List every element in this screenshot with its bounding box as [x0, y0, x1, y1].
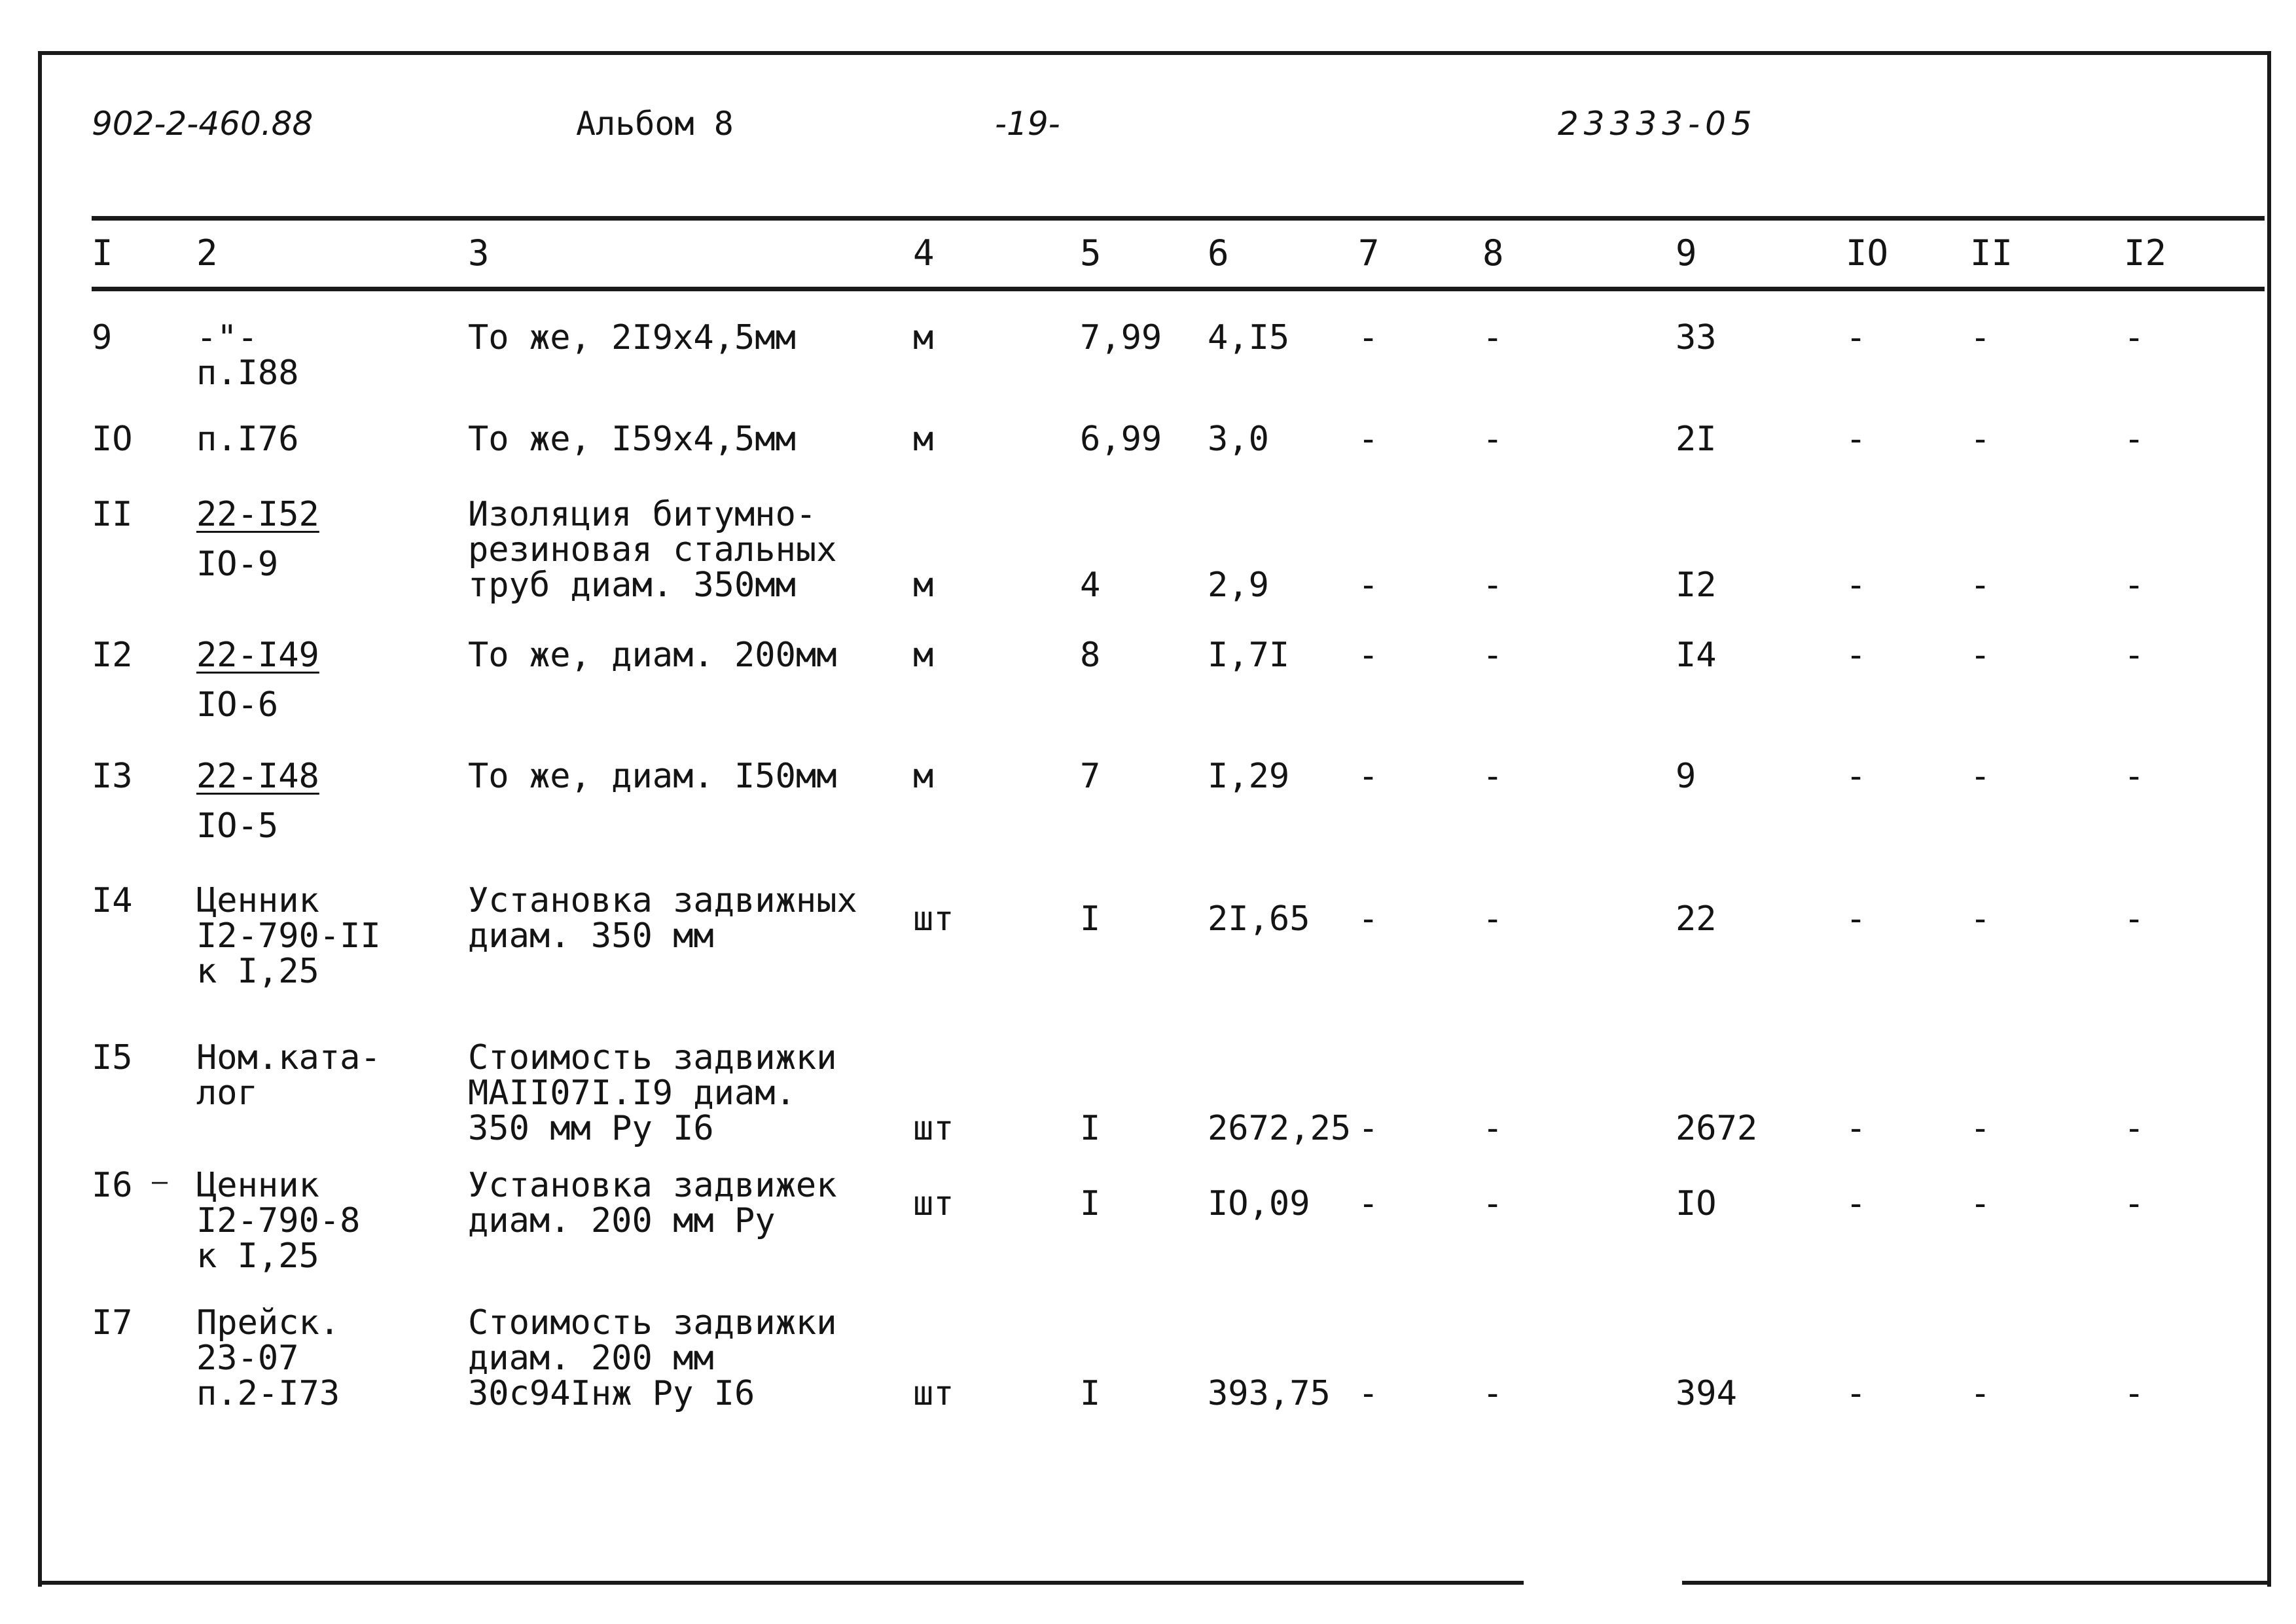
value-cell-6: 3,0 — [1208, 420, 1269, 459]
description-line: То же, диам. I50мм — [468, 757, 837, 796]
page-number: -19- — [995, 105, 1060, 143]
description-line: МАII07I.I9 диам. — [468, 1074, 796, 1113]
row-number: I7 — [92, 1303, 133, 1343]
sheet-code: 23333-05 — [1558, 105, 1757, 143]
value-cell-7: - — [1358, 899, 1379, 939]
description-line: диам. 350 мм — [468, 916, 714, 956]
column-number: 2 — [196, 232, 218, 274]
value-cell-11: - — [1970, 1109, 1991, 1148]
description-line: Установка задвижных — [468, 881, 857, 920]
value-cell-6: 4,I5 — [1208, 318, 1290, 357]
pen-mark: – — [152, 1166, 168, 1197]
value-cell-12: - — [2124, 420, 2145, 459]
value-cell-5: 8 — [1080, 636, 1101, 675]
row-number: 9 — [92, 318, 113, 357]
value-cell-10: - — [1846, 1374, 1867, 1413]
value-cell-9: I2 — [1676, 566, 1717, 605]
value-cell-12: - — [2124, 636, 2145, 675]
value-cell-9: 2672 — [1676, 1109, 1758, 1148]
value-cell-12: - — [2124, 566, 2145, 605]
reference-line: к I,25 — [196, 1236, 319, 1276]
value-cell-7: - — [1358, 636, 1379, 675]
value-cell-8: - — [1482, 636, 1503, 675]
description-line: Стоимость задвижки — [468, 1303, 837, 1343]
reference-line: I2-790-8 — [196, 1201, 361, 1240]
value-cell-10: - — [1846, 1184, 1867, 1223]
column-number: I — [92, 232, 113, 274]
value-cell-10: - — [1846, 318, 1867, 357]
reference-line: 22-I52 — [196, 495, 319, 534]
unit-cell: м — [913, 757, 934, 796]
column-number: 7 — [1358, 232, 1380, 274]
value-cell-12: - — [2124, 1374, 2145, 1413]
value-cell-9: 22 — [1676, 899, 1717, 939]
value-cell-7: - — [1358, 318, 1379, 357]
value-cell-11: - — [1970, 318, 1991, 357]
unit-cell: шт — [913, 1184, 954, 1223]
value-cell-9: 2I — [1676, 420, 1717, 459]
value-cell-6: I,7I — [1208, 636, 1290, 675]
unit-cell: шт — [913, 1109, 954, 1148]
reference-line: I2-790-II — [196, 916, 381, 956]
reference-line: Ценник — [196, 881, 319, 920]
value-cell-12: - — [2124, 318, 2145, 357]
reference-line: -"- — [196, 318, 258, 357]
value-cell-6: 2,9 — [1208, 566, 1269, 605]
value-cell-10: - — [1846, 566, 1867, 605]
description-line: труб диам. 350мм — [468, 566, 796, 605]
value-cell-12: - — [2124, 899, 2145, 939]
unit-cell: м — [913, 420, 934, 459]
value-cell-7: - — [1358, 1374, 1379, 1413]
value-cell-5: 7,99 — [1080, 318, 1162, 357]
reference-line: IO-5 — [196, 806, 279, 846]
reference-line: IO-6 — [196, 685, 279, 725]
reference-line: п.2-I73 — [196, 1374, 340, 1413]
doc-code: 902-2-460.88 — [92, 105, 314, 143]
reference-line: IO-9 — [196, 545, 279, 584]
reference-line: Прейск. — [196, 1303, 340, 1343]
value-cell-7: - — [1358, 757, 1379, 796]
value-cell-11: - — [1970, 1184, 1991, 1223]
value-cell-6: IO,09 — [1208, 1184, 1310, 1223]
frame-bottom-left — [38, 1581, 1524, 1585]
value-cell-8: - — [1482, 566, 1503, 605]
reference-line: 23-07 — [196, 1339, 299, 1378]
value-cell-8: - — [1482, 1109, 1503, 1148]
row-number: I4 — [92, 881, 133, 920]
value-cell-5: 4 — [1080, 566, 1101, 605]
value-cell-12: - — [2124, 1184, 2145, 1223]
value-cell-7: - — [1358, 1109, 1379, 1148]
value-cell-5: I — [1080, 899, 1101, 939]
description-line: диам. 200 мм Ру — [468, 1201, 776, 1240]
column-number: I2 — [2124, 232, 2167, 274]
row-number: I3 — [92, 757, 133, 796]
value-cell-11: - — [1970, 899, 1991, 939]
reference-line: 22-I49 — [196, 636, 319, 675]
column-number: II — [1970, 232, 2013, 274]
description-line: Изоляция битумно- — [468, 495, 817, 534]
album-label: Альбом 8 — [576, 105, 734, 143]
value-cell-12: - — [2124, 1109, 2145, 1148]
row-number: I6 — [92, 1166, 133, 1205]
value-cell-8: - — [1482, 1374, 1503, 1413]
value-cell-11: - — [1970, 1374, 1991, 1413]
description-line: Стоимость задвижки — [468, 1038, 837, 1077]
reference-line: 22-I48 — [196, 757, 319, 796]
value-cell-8: - — [1482, 318, 1503, 357]
column-number: 5 — [1080, 232, 1102, 274]
value-cell-11: - — [1970, 420, 1991, 459]
reference-line: к I,25 — [196, 952, 319, 991]
unit-cell: шт — [913, 1374, 954, 1413]
value-cell-5: I — [1080, 1184, 1101, 1223]
reference-line: Ценник — [196, 1166, 319, 1205]
column-number: 3 — [468, 232, 490, 274]
header-rule-bottom — [92, 287, 2265, 291]
unit-cell: м — [913, 318, 934, 357]
value-cell-6: I,29 — [1208, 757, 1290, 796]
value-cell-5: I — [1080, 1374, 1101, 1413]
description-line: То же, 2I9x4,5мм — [468, 318, 796, 357]
value-cell-12: - — [2124, 757, 2145, 796]
reference-line: Ном.ката- — [196, 1038, 381, 1077]
value-cell-8: - — [1482, 899, 1503, 939]
value-cell-9: 9 — [1676, 757, 1696, 796]
value-cell-5: 6,99 — [1080, 420, 1162, 459]
reference-line: п.I88 — [196, 353, 299, 393]
value-cell-6: 2I,65 — [1208, 899, 1310, 939]
header-rule-top — [92, 216, 2265, 221]
description-line: диам. 200 мм — [468, 1339, 714, 1378]
value-cell-5: 7 — [1080, 757, 1101, 796]
value-cell-9: 394 — [1676, 1374, 1737, 1413]
unit-cell: шт — [913, 899, 954, 939]
value-cell-7: - — [1358, 1184, 1379, 1223]
value-cell-9: 33 — [1676, 318, 1717, 357]
value-cell-5: I — [1080, 1109, 1101, 1148]
value-cell-11: - — [1970, 757, 1991, 796]
row-number: I2 — [92, 636, 133, 675]
unit-cell: м — [913, 636, 934, 675]
reference-line: лог — [196, 1074, 258, 1113]
value-cell-10: - — [1846, 757, 1867, 796]
description-line: 350 мм Ру I6 — [468, 1109, 714, 1148]
unit-cell: м — [913, 566, 934, 605]
description-line: То же, диам. 200мм — [468, 636, 837, 675]
value-cell-10: - — [1846, 1109, 1867, 1148]
column-number: 8 — [1482, 232, 1504, 274]
row-number: II — [92, 495, 133, 534]
value-cell-11: - — [1970, 566, 1991, 605]
value-cell-9: I4 — [1676, 636, 1717, 675]
value-cell-8: - — [1482, 1184, 1503, 1223]
value-cell-10: - — [1846, 420, 1867, 459]
column-number: 9 — [1676, 232, 1697, 274]
value-cell-8: - — [1482, 420, 1503, 459]
frame-bottom-right — [1682, 1581, 2267, 1585]
value-cell-8: - — [1482, 757, 1503, 796]
value-cell-9: IO — [1676, 1184, 1717, 1223]
value-cell-11: - — [1970, 636, 1991, 675]
column-number: 4 — [913, 232, 935, 274]
value-cell-6: 2672,25 — [1208, 1109, 1352, 1148]
value-cell-10: - — [1846, 636, 1867, 675]
column-number: 6 — [1208, 232, 1229, 274]
description-line: Установка задвижек — [468, 1166, 837, 1205]
description-line: резиновая стальных — [468, 530, 837, 569]
column-number: IO — [1846, 232, 1889, 274]
value-cell-7: - — [1358, 566, 1379, 605]
row-number: I5 — [92, 1038, 133, 1077]
value-cell-10: - — [1846, 899, 1867, 939]
value-cell-6: 393,75 — [1208, 1374, 1331, 1413]
value-cell-7: - — [1358, 420, 1379, 459]
row-number: IO — [92, 420, 133, 459]
sheet-frame — [38, 51, 2271, 1587]
description-line: То же, I59x4,5мм — [468, 420, 796, 459]
description-line: 30с94Iнж Ру I6 — [468, 1374, 755, 1413]
reference-line: п.I76 — [196, 420, 299, 459]
